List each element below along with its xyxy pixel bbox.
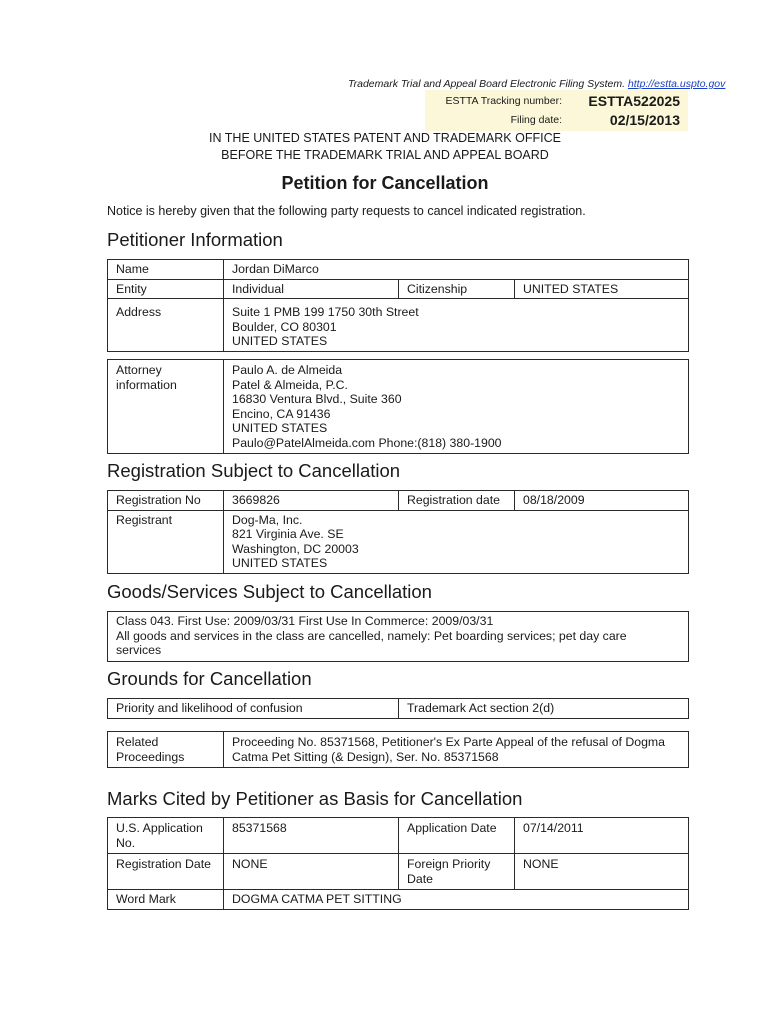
address-value: Suite 1 PMB 199 1750 30th Street Boulder, CO 80301 UNITED STATES <box>224 299 689 352</box>
marks-table <box>107 817 689 910</box>
registration-no-label: Registration No <box>108 491 224 511</box>
attorney-table <box>107 359 689 454</box>
office-line-1: IN THE UNITED STATES PATENT AND TRADEMARK OFFICE <box>209 131 561 145</box>
attorney-label: Attorney information <box>108 360 224 454</box>
table-row <box>108 854 689 890</box>
mark-registration-date-value: NONE <box>224 854 399 890</box>
petitioner-table <box>107 259 689 352</box>
related-label: Related Proceedings <box>108 732 224 768</box>
registrant-value: Dog-Ma, Inc. 821 Virginia Ave. SE Washington, DC 20003 UNITED STATES <box>224 510 689 573</box>
petitioner-heading: Petitioner Information <box>107 229 283 250</box>
application-date-value: 07/14/2011 <box>515 818 689 854</box>
table-row <box>108 510 689 573</box>
table-row <box>108 360 689 454</box>
table-row <box>108 699 689 719</box>
table-row <box>108 732 689 768</box>
page-title: Petition for Cancellation <box>281 173 489 193</box>
word-mark-label: Word Mark <box>108 890 224 910</box>
application-value: 85371568 <box>224 818 399 854</box>
entity-label: Entity <box>108 279 224 299</box>
ground-section: Trademark Act section 2(d) <box>399 699 689 719</box>
address-label: Address <box>108 299 224 352</box>
registrant-label: Registrant <box>108 510 224 573</box>
table-row <box>108 890 689 910</box>
registration-date-value: 08/18/2009 <box>515 491 689 511</box>
grounds-table <box>107 698 689 719</box>
registration-no-value: 3669826 <box>224 491 399 511</box>
table-row <box>108 260 689 280</box>
notice-text: Notice is hereby given that the following party requests to cancel indicated registration. <box>107 204 586 218</box>
foreign-priority-value: NONE <box>515 854 689 890</box>
entity-value: Individual <box>224 279 399 299</box>
citizenship-value: UNITED STATES <box>515 279 689 299</box>
system-header <box>348 78 725 90</box>
tracking-number: ESTTA522025 <box>588 93 680 109</box>
word-mark-value: DOGMA CATMA PET SITTING <box>224 890 689 910</box>
goods-table <box>107 611 689 662</box>
name-label: Name <box>108 260 224 280</box>
name-value: Jordan DiMarco <box>224 260 689 280</box>
marks-heading: Marks Cited by Petitioner as Basis for Cancellation <box>107 788 523 809</box>
goods-heading: Goods/Services Subject to Cancellation <box>107 581 432 602</box>
table-row <box>108 612 689 662</box>
office-line-2: BEFORE THE TRADEMARK TRIAL AND APPEAL BOARD <box>221 148 549 162</box>
citizenship-label: Citizenship <box>399 279 515 299</box>
estta-link[interactable]: http://estta.uspto.gov <box>627 78 726 90</box>
goods-text: Class 043. First Use: 2009/03/31 First Use In Commerce: 2009/03/31 All goods and services in the class are cancelled, namely: Pet boarding services; pet day care services <box>108 612 689 662</box>
registration-date-label: Registration date <box>399 491 515 511</box>
table-row <box>108 279 689 299</box>
filing-date: 02/15/2013 <box>609 112 680 128</box>
related-value: Proceeding No. 85371568, Petitioner's Ex Parte Appeal of the refusal of Dogma Catma Pet Sitting (& Design), Ser. No. 85371568 <box>224 732 689 768</box>
registration-table <box>107 490 689 574</box>
application-label: U.S. Application No. <box>108 818 224 854</box>
mark-registration-date-label: Registration Date <box>108 854 224 890</box>
grounds-heading: Grounds for Cancellation <box>107 668 312 689</box>
ground-text: Priority and likelihood of confusion <box>108 699 399 719</box>
table-row <box>108 818 689 854</box>
system-text: Trademark Trial and Appeal Board Electronic Filing System. <box>348 78 625 90</box>
application-date-label: Application Date <box>399 818 515 854</box>
attorney-value: Paulo A. de Almeida Patel & Almeida, P.C. 16830 Ventura Blvd., Suite 360 Encino, CA 91436 UNITED STATES Paulo@PatelAlmeida.com Phone:(818) 380-1900 <box>224 360 689 454</box>
registration-heading: Registration Subject to Cancellation <box>107 460 401 481</box>
filing-label: Filing date: <box>510 114 562 126</box>
tracking-label: ESTTA Tracking number: <box>445 95 562 107</box>
related-table <box>107 731 689 768</box>
table-row <box>108 491 689 511</box>
foreign-priority-label: Foreign Priority Date <box>399 854 515 890</box>
table-row <box>108 299 689 352</box>
